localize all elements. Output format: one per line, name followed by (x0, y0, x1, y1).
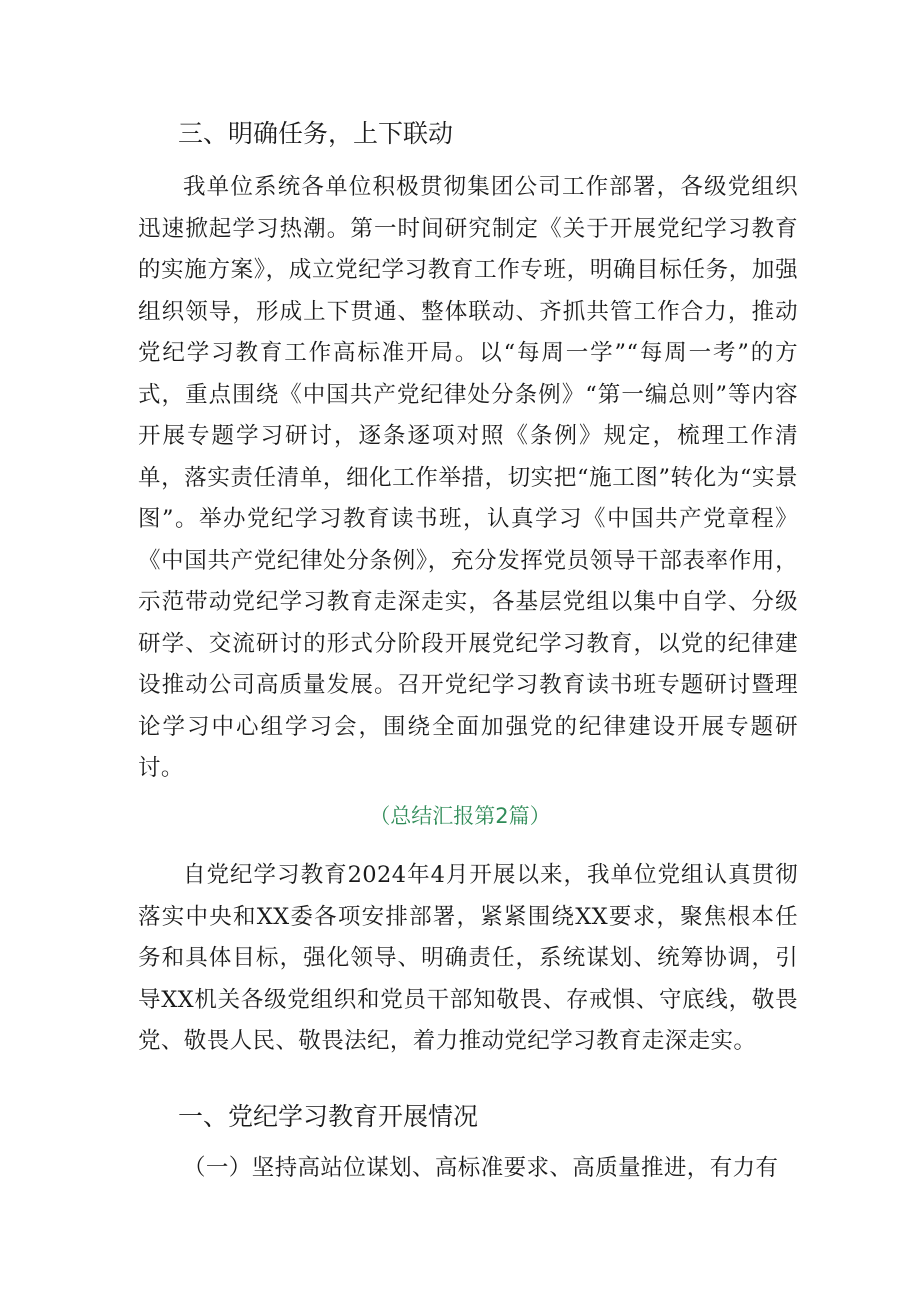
heading-section-one: 一、党纪学习教育开展情况 (178, 1102, 479, 1131)
paragraph-intro-summary: 自党纪学习教育2024年4月开展以来，我单位党组认真贯彻落实中央和XX委各项安排部署，紧紧围绕XX要求，聚焦根本任务和具体目标，强化领导、明确责任，系统谋划、统筹协调，引导XX机关各级党组织和党员干部知敬畏、存戒惧、守底线，敬畏党、敬畏人民、敬畏法纪，着力推动党纪学习教育走深走实。 (138, 862, 798, 1054)
heading-section-three: 三、明确任务，上下联动 (178, 119, 454, 148)
paragraph-task-linkage: 我单位系统各单位积极贯彻集团公司工作部署，各级党组织迅速掀起学习热潮。第一时间研究制定《关于开展党纪学习教育的实施方案》，成立党纪学习教育工作专班，明确目标任务，加强组织领导，形成上下贯通、整体联动、齐抓共管工作合力，推动党纪学习教育工作高标准开局。以“每周一学”“每周一考”的方式，重点围绕《中国共产党纪律处分条例》“第一编总则”等内容开展专题学习研讨，逐条逐项对照《条例》规定，梳理工作清单，落实责任清单，细化工作举措，切实把“施工图”转化为“实景图”。举办党纪学习教育读书班，认真学习《中国共产党章程》《中国共产党纪律处分条例》，充分发挥党员领导干部表率作用，示范带动党纪学习教育走深走实，各基层党组以集中自学、分级研学、交流研讨的形式分阶段开展党纪学习教育，以党的纪律建设推动公司高质量发展。召开党纪学习教育读书班专题研讨暨理论学习中心组学习会，围绕全面加强党的纪律建设开展专题研讨。 (138, 174, 798, 781)
paragraph-subsection-one: （一）坚持高站位谋划、高标准要求、高质量推进，有力有 (183, 1155, 779, 1181)
section-title-summary-report: （总结汇报第2篇） (369, 804, 551, 828)
